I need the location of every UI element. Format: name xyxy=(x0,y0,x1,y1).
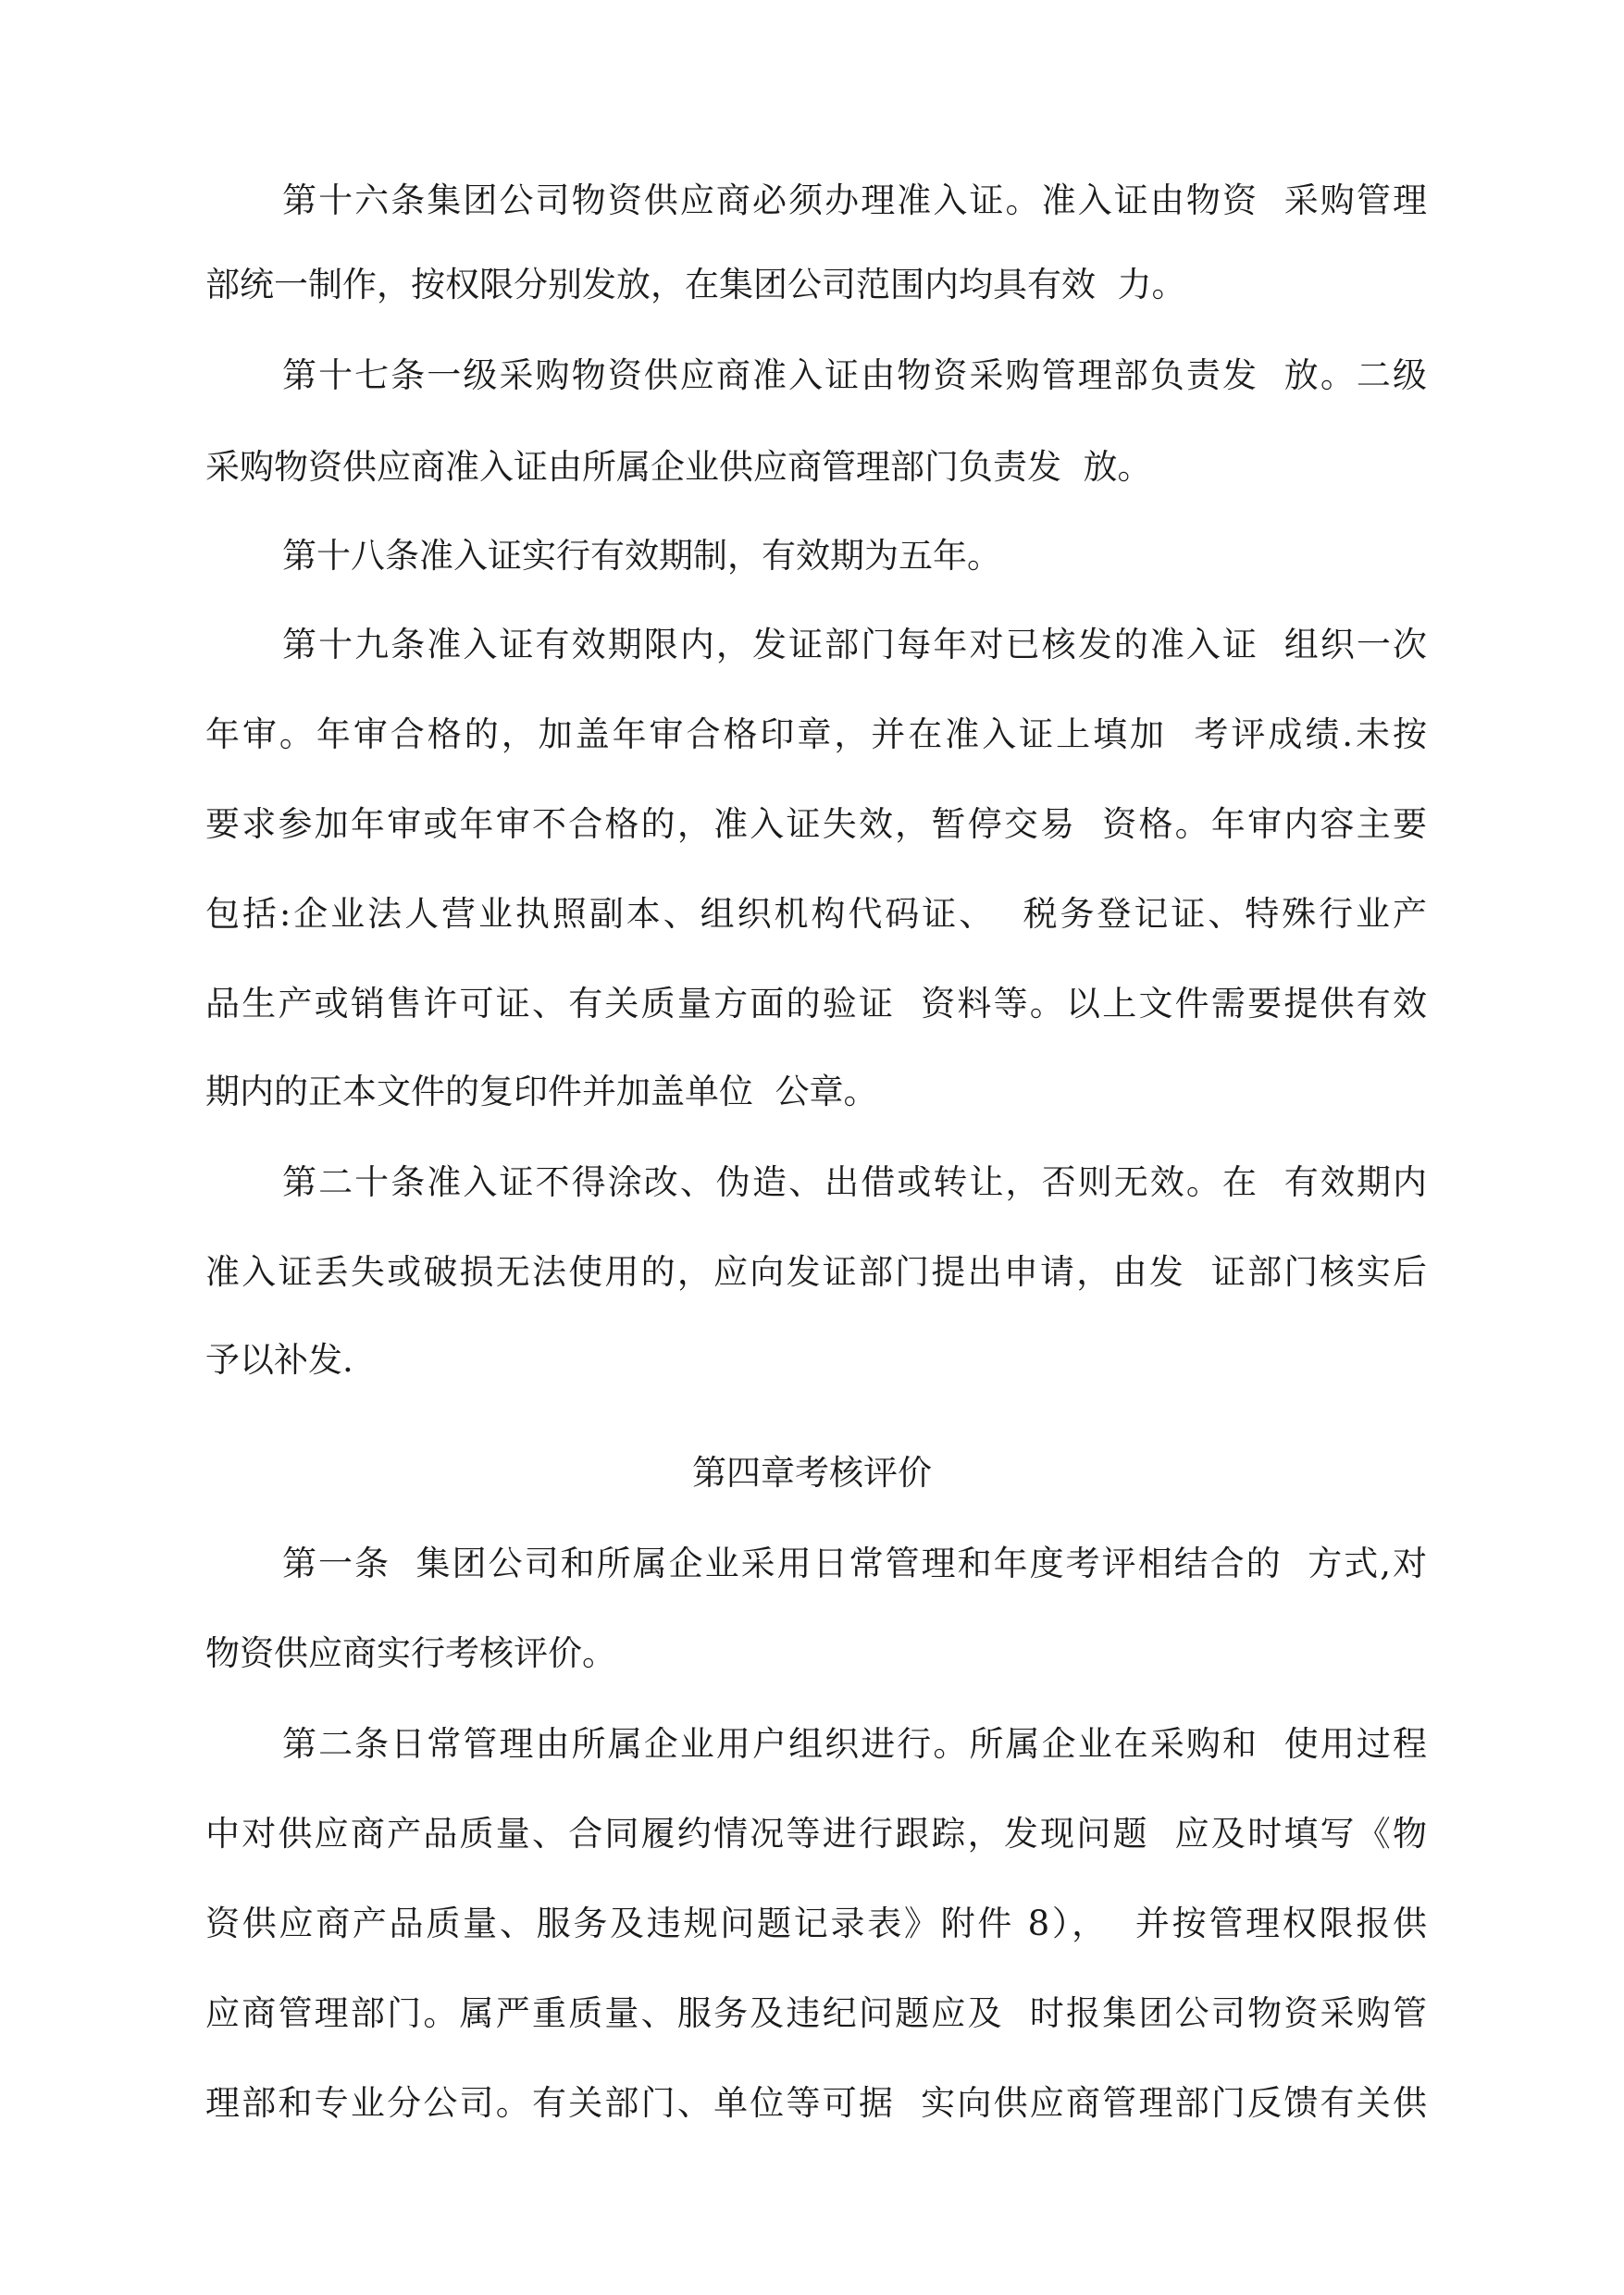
chapter-heading: 第四章考核评价 xyxy=(692,1453,932,1493)
paragraph-line: 采购物资供应商准入证由所属企业供应商管理部门负责发 放。 xyxy=(205,447,1152,487)
paragraph-line: 年审。年审合格的，加盖年审合格印章，并在准入证上填加 考评成绩.未按 xyxy=(205,714,1427,754)
paragraph-line: 期内的正本文件的复印件并加盖单位 公章。 xyxy=(205,1072,878,1111)
paragraph-line: 理部和专业分公司。有关部门、单位等可据 实向供应商管理部门反馈有关供 xyxy=(205,2083,1427,2123)
paragraph-line: 第十七条一级采购物资供应商准入证由物资采购管理部负责发 放。二级 xyxy=(282,355,1427,395)
paragraph-line: 第一条 集团公司和所属企业采用日常管理和年度考评相结合的 方式,对 xyxy=(282,1544,1427,1583)
paragraph-line: 第二十条准入证不得涂改、伪造、出借或转让，否则无效。在 有效期内 xyxy=(282,1162,1427,1202)
paragraph-line: 第十九条准入证有效期限内，发证部门每年对已核发的准入证 组织一次 xyxy=(282,625,1427,664)
paragraph-line: 第十八条准入证实行有效期制，有效期为五年。 xyxy=(282,536,1001,576)
paragraph-line: 物资供应商实行考核评价。 xyxy=(205,1633,616,1673)
paragraph-line: 准入证丢失或破损无法使用的，应向发证部门提出申请，由发 证部门核实后 xyxy=(205,1252,1427,1292)
paragraph-line: 品生产或销售许可证、有关质量方面的验证 资料等。以上文件需要提供有效 xyxy=(205,984,1427,1023)
paragraph-line: 予以补发. xyxy=(205,1340,353,1380)
paragraph-line: 部统一制作，按权限分别发放，在集团公司范围内均具有效 力。 xyxy=(205,265,1186,304)
paragraph-line: 资供应商产品质量、服务及违规问题记录表》附件 8）， 并按管理权限报供 xyxy=(205,1904,1427,1943)
paragraph-line: 应商管理部门。属严重质量、服务及违纪问题应及 时报集团公司物资采购管 xyxy=(205,1993,1427,2033)
paragraph-line: 第二条日常管理由所属企业用户组织进行。所属企业在采购和 使用过程 xyxy=(282,1724,1427,1764)
paragraph-line: 第十六条集团公司物资供应商必须办理准入证。准入证由物资 采购管理 xyxy=(282,180,1427,220)
paragraph-line: 要求参加年审或年审不合格的，准入证失效，暂停交易 资格。年审内容主要 xyxy=(205,804,1427,844)
paragraph-line: 包括:企业法人营业执照副本、组织机构代码证、 税务登记证、特殊行业产 xyxy=(205,894,1427,934)
paragraph-line: 中对供应商产品质量、合同履约情况等进行跟踪，发现问题 应及时填写《物 xyxy=(205,1814,1427,1854)
